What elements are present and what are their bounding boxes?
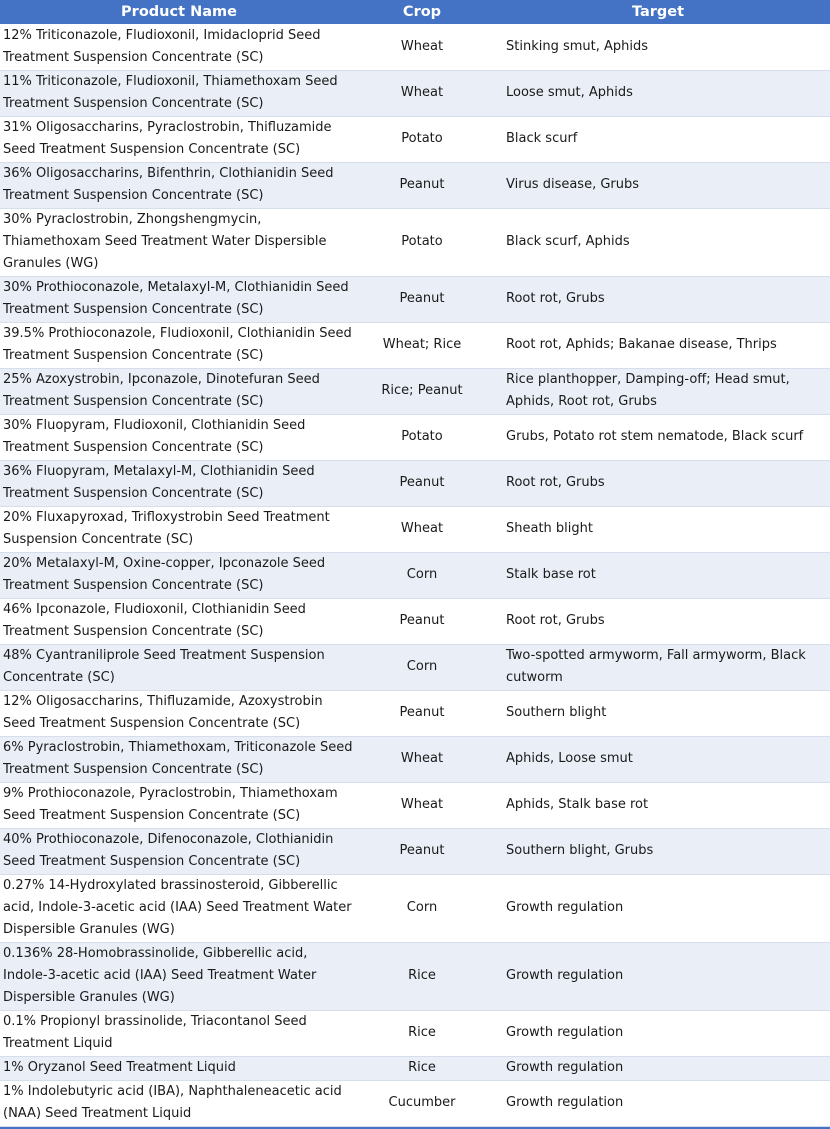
crop-cell: Peanut (358, 276, 486, 322)
target-cell: Loose smut, Aphids (486, 70, 830, 116)
target-cell: Growth regulation (486, 942, 830, 1010)
table-row (0, 460, 830, 506)
target-cell: Aphids, Loose smut (486, 736, 830, 782)
table-row (0, 828, 830, 874)
target-cell: Stinking smut, Aphids (486, 24, 830, 70)
target-cell: Rice planthopper, Damping-off; Head smut, Aphids, Root rot, Grubs (486, 368, 830, 414)
crop-cell: Corn (358, 644, 486, 690)
table-row (0, 116, 830, 162)
crop-cell: Rice (358, 1010, 486, 1056)
table-row (0, 690, 830, 736)
crop-cell: Peanut (358, 460, 486, 506)
target-cell: Southern blight, Grubs (486, 828, 830, 874)
table-row (0, 942, 830, 1010)
target-cell: Virus disease, Grubs (486, 162, 830, 208)
crop-cell: Wheat (358, 782, 486, 828)
crop-cell: Peanut (358, 162, 486, 208)
table-row (0, 276, 830, 322)
table-row (0, 24, 830, 70)
target-cell: Growth regulation (486, 1080, 830, 1126)
table-row (0, 644, 830, 690)
target-cell: Growth regulation (486, 1010, 830, 1056)
product-name-cell: 20% Metalaxyl-M, Oxine-copper, Ipconazole Seed Treatment Suspension Concentrate (SC) (0, 552, 358, 598)
product-name-cell: 36% Fluopyram, Metalaxyl-M, Clothianidin Seed Treatment Suspension Concentrate (SC) (0, 460, 358, 506)
target-cell: Black scurf (486, 116, 830, 162)
product-name-cell: 48% Cyantraniliprole Seed Treatment Suspension Concentrate (SC) (0, 644, 358, 690)
table-row (0, 1010, 830, 1056)
target-cell: Root rot, Grubs (486, 598, 830, 644)
product-name-cell: 30% Pyraclostrobin, Zhongshengmycin, Thiamethoxam Seed Treatment Water Dispersible Granules (WG) (0, 208, 358, 276)
table-body (0, 24, 830, 1126)
header-crop: Crop (358, 0, 486, 24)
crop-cell: Peanut (358, 598, 486, 644)
target-cell: Stalk base rot (486, 552, 830, 598)
table-row (0, 506, 830, 552)
table-row (0, 208, 830, 276)
product-name-cell: 46% Ipconazole, Fludioxonil, Clothianidin Seed Treatment Suspension Concentrate (SC) (0, 598, 358, 644)
crop-cell: Wheat (358, 736, 486, 782)
crop-cell: Wheat (358, 70, 486, 116)
header-target: Target (486, 0, 830, 24)
target-cell: Aphids, Stalk base rot (486, 782, 830, 828)
product-name-cell: 20% Fluxapyroxad, Trifloxystrobin Seed Treatment Suspension Concentrate (SC) (0, 506, 358, 552)
crop-cell: Potato (358, 414, 486, 460)
product-name-cell: 39.5% Prothioconazole, Fludioxonil, Clothianidin Seed Treatment Suspension Concentrate (SC) (0, 322, 358, 368)
product-name-cell: 0.27% 14-Hydroxylated brassinosteroid, Gibberellic acid, Indole-3-acetic acid (IAA) Seed Treatment Water Dispersible Granules (WG) (0, 874, 358, 942)
target-cell: Southern blight (486, 690, 830, 736)
product-name-cell: 36% Oligosaccharins, Bifenthrin, Clothianidin Seed Treatment Suspension Concentrate (SC) (0, 162, 358, 208)
target-cell: Root rot, Grubs (486, 276, 830, 322)
product-name-cell: 12% Oligosaccharins, Thifluzamide, Azoxystrobin Seed Treatment Suspension Concentrate (SC) (0, 690, 358, 736)
target-cell: Growth regulation (486, 874, 830, 942)
table-row (0, 322, 830, 368)
product-name-cell: 30% Prothioconazole, Metalaxyl-M, Clothianidin Seed Treatment Suspension Concentrate (SC) (0, 276, 358, 322)
product-name-cell: 40% Prothioconazole, Difenoconazole, Clothianidin Seed Treatment Suspension Concentrate (SC) (0, 828, 358, 874)
target-cell: Root rot, Aphids; Bakanae disease, Thrips (486, 322, 830, 368)
crop-cell: Potato (358, 208, 486, 276)
header-row (0, 0, 830, 24)
product-name-cell: 31% Oligosaccharins, Pyraclostrobin, Thifluzamide Seed Treatment Suspension Concentrate (SC) (0, 116, 358, 162)
crop-cell: Peanut (358, 828, 486, 874)
crop-cell: Cucumber (358, 1080, 486, 1126)
header-product-name: Product Name (0, 0, 358, 24)
table-row (0, 414, 830, 460)
target-cell: Two-spotted armyworm, Fall armyworm, Black cutworm (486, 644, 830, 690)
crop-cell: Rice (358, 1056, 486, 1080)
crop-cell: Wheat (358, 24, 486, 70)
crop-cell: Potato (358, 116, 486, 162)
table-row (0, 1080, 830, 1126)
product-name-cell: 11% Triticonazole, Fludioxonil, Thiamethoxam Seed Treatment Suspension Concentrate (SC) (0, 70, 358, 116)
product-name-cell: 25% Azoxystrobin, Ipconazole, Dinotefuran Seed Treatment Suspension Concentrate (SC) (0, 368, 358, 414)
crop-cell: Wheat; Rice (358, 322, 486, 368)
table-row (0, 874, 830, 942)
table-row (0, 162, 830, 208)
table-row (0, 368, 830, 414)
crop-cell: Rice; Peanut (358, 368, 486, 414)
product-name-cell: 9% Prothioconazole, Pyraclostrobin, Thiamethoxam Seed Treatment Suspension Concentrate (SC) (0, 782, 358, 828)
product-name-cell: 12% Triticonazole, Fludioxonil, Imidacloprid Seed Treatment Suspension Concentrate (SC) (0, 24, 358, 70)
product-name-cell: 0.1% Propionyl brassinolide, Triacontanol Seed Treatment Liquid (0, 1010, 358, 1056)
target-cell: Root rot, Grubs (486, 460, 830, 506)
target-cell: Sheath blight (486, 506, 830, 552)
table-row (0, 736, 830, 782)
product-name-cell: 6% Pyraclostrobin, Thiamethoxam, Triticonazole Seed Treatment Suspension Concentrate (SC) (0, 736, 358, 782)
crop-cell: Peanut (358, 690, 486, 736)
crop-cell: Wheat (358, 506, 486, 552)
target-cell: Growth regulation (486, 1056, 830, 1080)
table-row (0, 782, 830, 828)
table-row (0, 552, 830, 598)
product-name-cell: 30% Fluopyram, Fludioxonil, Clothianidin Seed Treatment Suspension Concentrate (SC) (0, 414, 358, 460)
target-cell: Grubs, Potato rot stem nematode, Black scurf (486, 414, 830, 460)
crop-cell: Corn (358, 552, 486, 598)
product-name-cell: 0.136% 28-Homobrassinolide, Gibberellic acid, Indole-3-acetic acid (IAA) Seed Treatment Water Dispersible Granules (WG) (0, 942, 358, 1010)
product-name-cell: 1% Oryzanol Seed Treatment Liquid (0, 1056, 358, 1080)
table-row (0, 70, 830, 116)
product-name-cell: 1% Indolebutyric acid (IBA), Naphthaleneacetic acid (NAA) Seed Treatment Liquid (0, 1080, 358, 1126)
table-row (0, 1056, 830, 1080)
crop-cell: Corn (358, 874, 486, 942)
table-row (0, 598, 830, 644)
target-cell: Black scurf, Aphids (486, 208, 830, 276)
crop-cell: Rice (358, 942, 486, 1010)
